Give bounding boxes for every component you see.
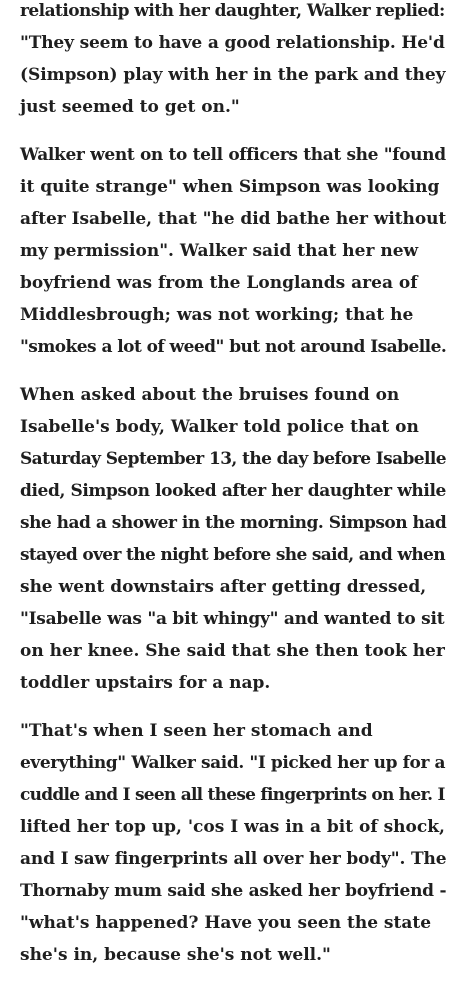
- text-line: Middlesbrough; was not working; that he: [20, 305, 414, 325]
- text-line: everything" Walker said. "I picked her up for a: [20, 753, 446, 773]
- text-line: just seemed to get on.": [20, 97, 240, 117]
- text-line: Isabelle's body, Walker told police that on: [20, 417, 419, 437]
- text-line: "They seem to have a good relationship. He'd: [20, 33, 445, 53]
- paragraph-1: [20, 0, 446, 123]
- text-line: "Isabelle was "a bit whingy" and wanted to sit: [20, 609, 445, 629]
- text-line: cuddle and I seen all these fingerprints on her. I: [20, 785, 445, 805]
- text-line: my permission". Walker said that her new: [20, 241, 419, 261]
- text-line: she went downstairs after getting dressed,: [20, 577, 427, 597]
- text-line: after Isabelle, that "he did bathe her without: [20, 209, 447, 229]
- text-line: "That's when I seen her stomach and: [20, 721, 373, 741]
- text-line: Thornaby mum said she asked her boyfriend -: [20, 881, 447, 901]
- text-line: When asked about the bruises found on: [20, 385, 400, 405]
- text-line: on her knee. She said that she then took her: [20, 641, 445, 661]
- text-line: Saturday September 13, the day before Isabelle: [20, 449, 446, 469]
- text-line: it quite strange" when Simpson was looking: [20, 177, 440, 197]
- text-line: (Simpson) play with her in the park and they: [20, 65, 446, 85]
- paragraph-3: [20, 379, 446, 699]
- paragraph-4: [20, 715, 446, 971]
- text-line: Walker went on to tell officers that she "found: [20, 145, 446, 165]
- text-line: toddler upstairs for a nap.: [20, 673, 271, 693]
- text-line: she's in, because she's not well.": [20, 945, 331, 965]
- text-line: died, Simpson looked after her daughter while: [20, 481, 446, 501]
- text-line: boyfriend was from the Longlands area of: [20, 273, 418, 293]
- text-line: relationship with her daughter, Walker replied:: [20, 1, 445, 21]
- text-line: she had a shower in the morning. Simpson had: [20, 513, 447, 533]
- text-line: stayed over the night before she said, and when: [20, 545, 445, 565]
- text-line: "what's happened? Have you seen the state: [20, 913, 432, 933]
- paragraph-2: [20, 139, 446, 363]
- article-body: [20, 0, 446, 987]
- text-line: and I saw fingerprints all over her body". The: [20, 849, 447, 869]
- text-line: lifted her top up, 'cos I was in a bit of shock,: [20, 817, 445, 837]
- text-line: "smokes a lot of weed" but not around Isabelle.: [20, 337, 447, 357]
